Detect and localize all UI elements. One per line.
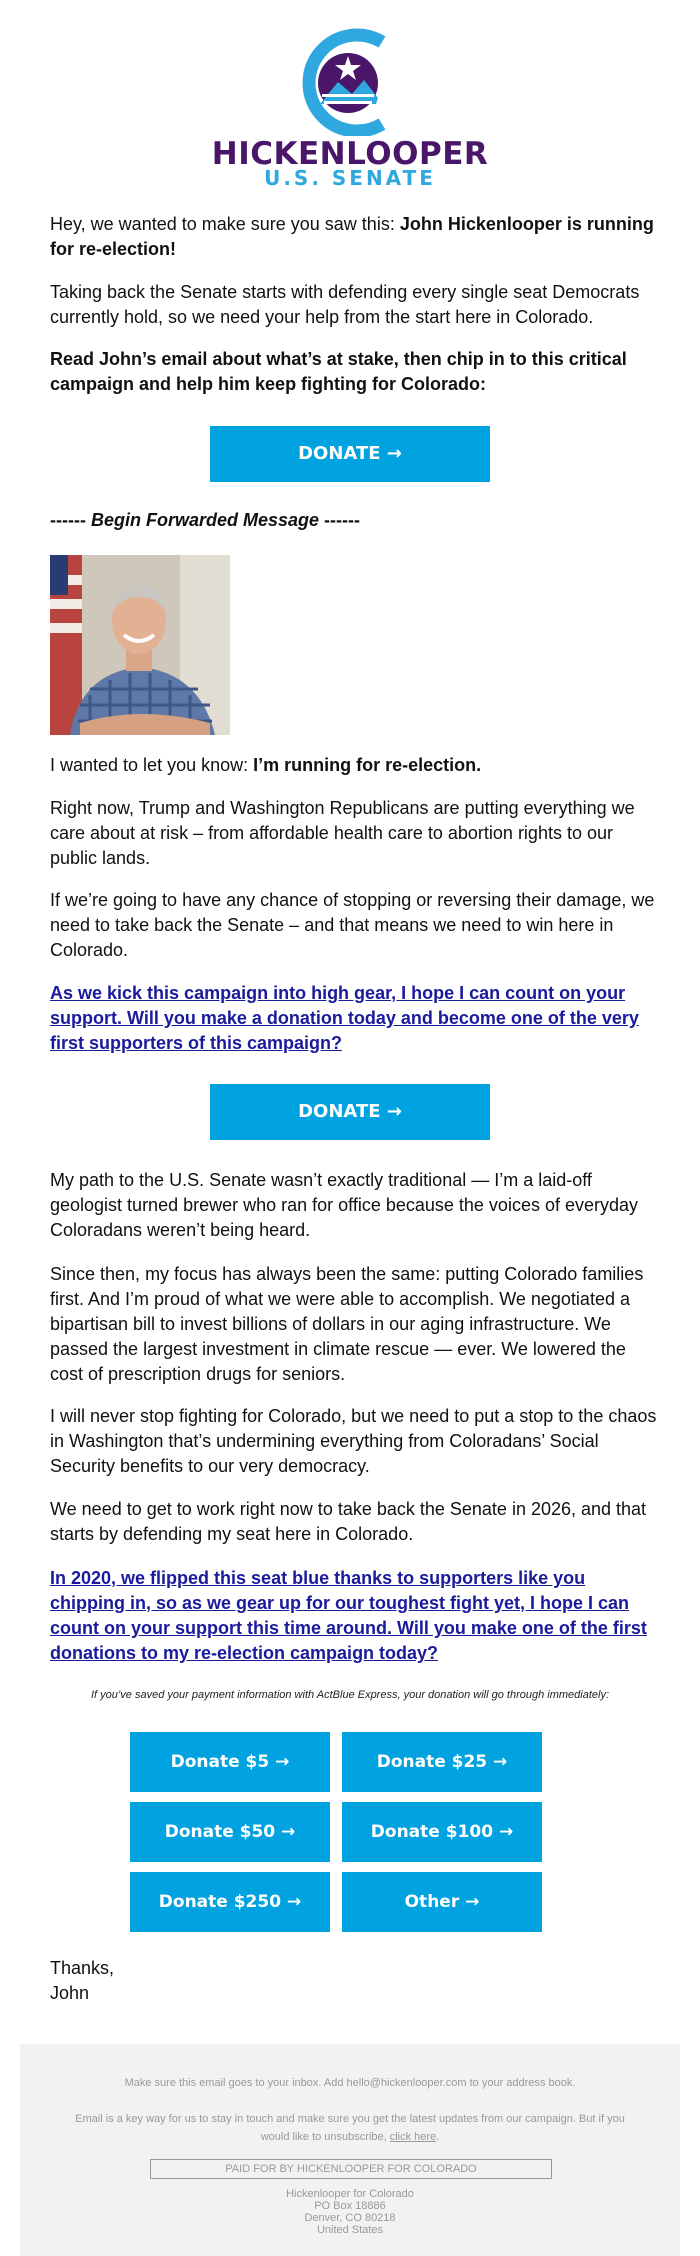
campaign-logo-icon (290, 28, 412, 136)
letter-paragraph-3: If we’re going to have any chance of stopping or reversing their damage, we need to take back the Senate – and that means we need to win here in Colorado. (50, 890, 655, 960)
signoff-thanks: Thanks, (50, 1958, 115, 1978)
letter-paragraph-4: My path to the U.S. Senate wasn’t exactly traditional — I’m a laid-off geologist turned brewer who ran for office because the voices of everyday Coloradans weren’t being heard. (50, 1170, 639, 1240)
footer-city: Denver, CO 80218 (304, 2212, 396, 2224)
donate-50-button[interactable]: Donate $50 → (130, 1802, 330, 1862)
signoff (50, 1956, 114, 2006)
donation-link-2[interactable]: In 2020, we flipped this seat blue thanks to supporters like you chipping in, so as we gear up for our toughest fight yet, I hope I can count on your support this time around. Will you make one of the first donations to my re-election campaign today? (50, 1568, 647, 1663)
brand-subtitle: U.S. SENATE (264, 166, 436, 190)
donate-25-button[interactable]: Donate $25 → (342, 1732, 542, 1792)
forwarded-text: Begin Forwarded Message (90, 510, 320, 530)
footer-po-box: PO Box 18886 (314, 2200, 386, 2212)
intro-paragraph-1 (50, 212, 660, 262)
forwarded-message-header (50, 510, 360, 531)
intro-paragraph-2: Taking back the Senate starts with defending every single seat Democrats currently hold, so we need your help from the start here in Colorado. (50, 282, 640, 327)
donation-link-1[interactable]: As we kick this campaign into high gear, I hope I can count on your support. Will you make a donation today and become one of the very first supporters of this campaign? (50, 983, 639, 1053)
donate-100-button[interactable]: Donate $100 → (342, 1802, 542, 1862)
forwarded-dashes: ------ (50, 510, 91, 530)
intro-text: Hey, we wanted to make sure you saw this: (50, 214, 400, 234)
brand-name: HICKENLOOPER (211, 136, 489, 172)
donate-button-middle[interactable]: DONATE → (210, 1084, 490, 1140)
letter-paragraph-6: I will never stop fighting for Colorado, but we need to put a stop to the chaos in Washington that’s undermining everything from Coloradans’ Social Security benefits to our very democracy. (50, 1406, 657, 1476)
letter-bold: I’m running for re-election. (253, 755, 482, 775)
footer-updates-note: Email is a key way for us to stay in touch and make sure you get the latest updates from our campaign. But if you (75, 2113, 625, 2125)
actblue-express-note: If you’ve saved your payment information with ActBlue Express, your donation will go through immediately: (90, 1689, 610, 1701)
donate-other-button[interactable]: Other → (342, 1872, 542, 1932)
footer-period: . (436, 2131, 440, 2143)
footer-unsubscribe-line (20, 2128, 680, 2146)
footer-org-name: Hickenlooper for Colorado (286, 2188, 414, 2200)
signoff-name: John (50, 1983, 90, 2003)
donate-250-button[interactable]: Donate $250 → (130, 1872, 330, 1932)
forwarded-dashes: ------ (319, 510, 360, 530)
letter-paragraph-1 (50, 753, 660, 778)
candidate-photo (50, 555, 230, 735)
footer-address-book-note: Make sure this email goes to your inbox. Add hello@hickenlooper.com to your address book. (124, 2077, 576, 2089)
letter-paragraph-5: Since then, my focus has always been the same: putting Colorado families first. And I’m proud of what we were able to accomplish. We negotiated a bipartisan bill to invest billions of dollars in our aging infrastructure. We passed the largest investment in climate rescue — ever. We lowered the cost of prescription drugs for seniors. (50, 1264, 644, 1384)
intro-paragraph-3: Read John’s email about what’s at stake, then chip in to this critical campaign and help him keep fighting for Colorado: (50, 349, 627, 394)
letter-paragraph-2: Right now, Trump and Washington Republicans are putting everything we care about at risk – from affordable health care to abortion rights to our public lands. (50, 798, 635, 868)
donate-5-button[interactable]: Donate $5 → (130, 1732, 330, 1792)
unsubscribe-link[interactable]: click here (389, 2131, 437, 2143)
paid-for-disclaimer: PAID FOR BY HICKENLOOPER FOR COLORADO (150, 2159, 552, 2179)
footer-country: United States (316, 2224, 384, 2236)
email-footer (20, 2044, 680, 2256)
footer-unsubscribe-text: would like to unsubscribe, (260, 2131, 390, 2143)
letter-paragraph-7: We need to get to work right now to take back the Senate in 2026, and that starts by defending my seat here in Colorado. (50, 1499, 647, 1544)
donate-button-top[interactable]: DONATE → (210, 426, 490, 482)
logo-header (0, 0, 700, 200)
intro-bold: John Hickenlooper is running for re-election! (50, 214, 654, 259)
letter-text: I wanted to let you know: (50, 755, 254, 775)
